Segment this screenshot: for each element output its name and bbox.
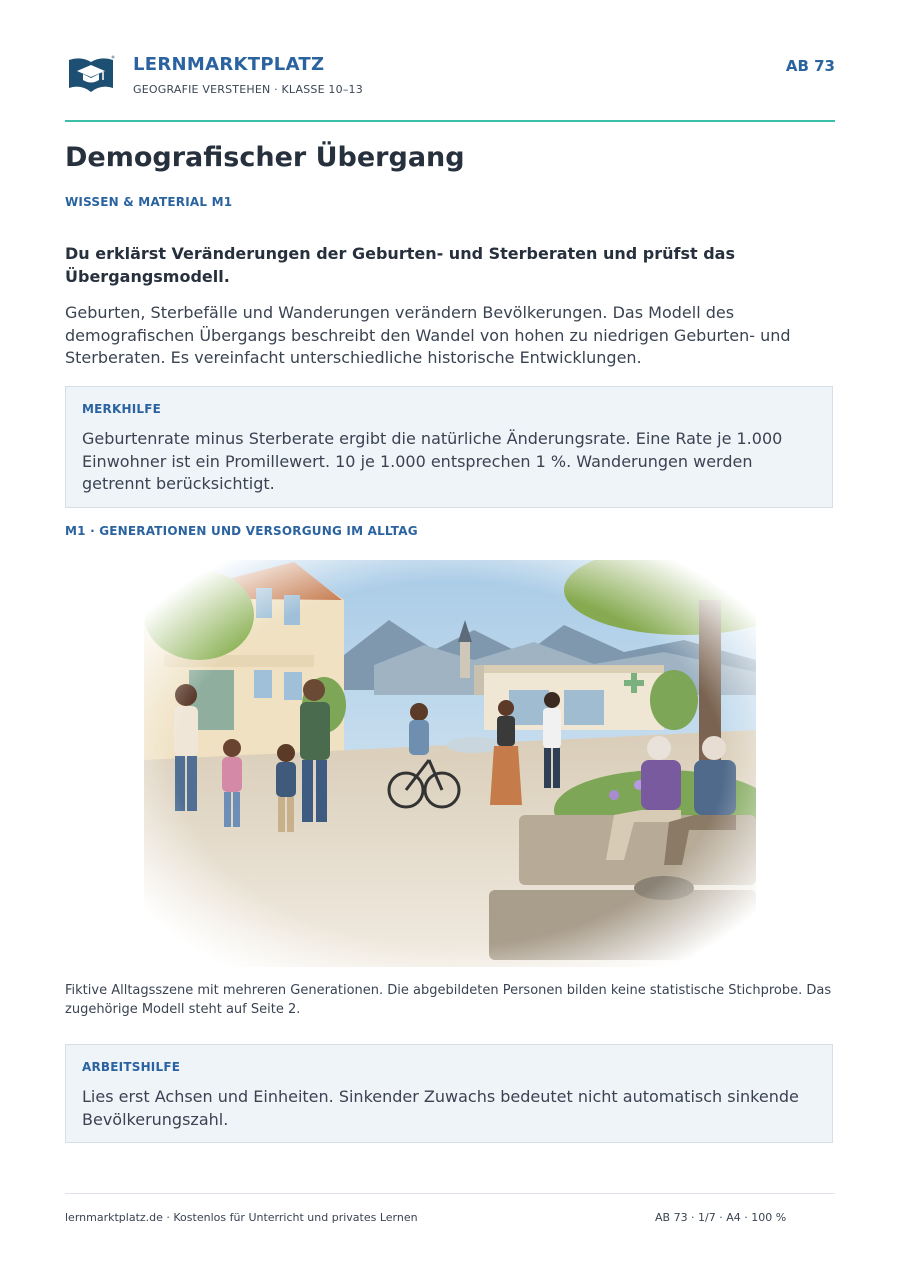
section-label: WISSEN & MATERIAL M1 xyxy=(65,195,233,209)
footer-divider xyxy=(65,1193,835,1194)
merkhilfe-label: MERKHILFE xyxy=(82,402,162,416)
merkhilfe-box xyxy=(65,386,833,508)
footer-page-info: AB 73 · 1/7 · A4 · 100 % xyxy=(655,1211,787,1224)
arbeitshilfe-box xyxy=(65,1044,833,1143)
footer-website: lernmarktplatz.de · Kostenlos für Unterricht und privates Lernen xyxy=(65,1211,418,1224)
page-header xyxy=(65,50,835,120)
learning-goal: Du erklärst Veränderungen der Geburten- und Sterberaten und prüfst das Übergangsmodell. xyxy=(65,244,735,286)
town-square-illustration xyxy=(144,560,756,967)
arbeitshilfe-text: Lies erst Achsen und Einheiten. Sinkender Zuwachs bedeutet nicht automatisch sinkende Bevölkerungszahl. xyxy=(82,1087,799,1129)
intro-paragraph: Geburten, Sterbefälle und Wanderungen verändern Bevölkerungen. Das Modell des demografischen Übergangs beschreibt den Wandel von hohen zu niedrigen Geburten- und Sterberaten. Es vereinfacht unterschiedliche historische Entwicklungen. xyxy=(65,303,791,367)
page-title: Demografischer Übergang xyxy=(65,142,465,173)
sheet-number: AB 73 xyxy=(785,57,835,75)
figure-caption: Fiktive Alltagsszene mit mehreren Generationen. Die abgebildeten Personen bilden keine statistische Stichprobe. Das zugehörige Modell steht auf Seite 2. xyxy=(65,983,832,1017)
figure-heading: M1 · GENERATIONEN UND VERSORGUNG IM ALLTAG xyxy=(65,524,418,538)
brand-subtitle: GEOGRAFIE VERSTEHEN · KLASSE 10–13 xyxy=(133,83,363,96)
merkhilfe-text: Geburtenrate minus Sterberate ergibt die natürliche Änderungsrate. Eine Rate je 1.000 Einwohner ist ein Promillewert. 10 je 1.000 entsprechen 1 %. Wanderungen werden getrennt berücksichtigt. xyxy=(82,429,783,493)
header-divider xyxy=(65,120,835,122)
brand-name: LERNMARKTPLATZ xyxy=(133,54,325,75)
arbeitshilfe-label: ARBEITSHILFE xyxy=(82,1060,181,1074)
graduation-cap-logo-icon xyxy=(67,54,115,94)
